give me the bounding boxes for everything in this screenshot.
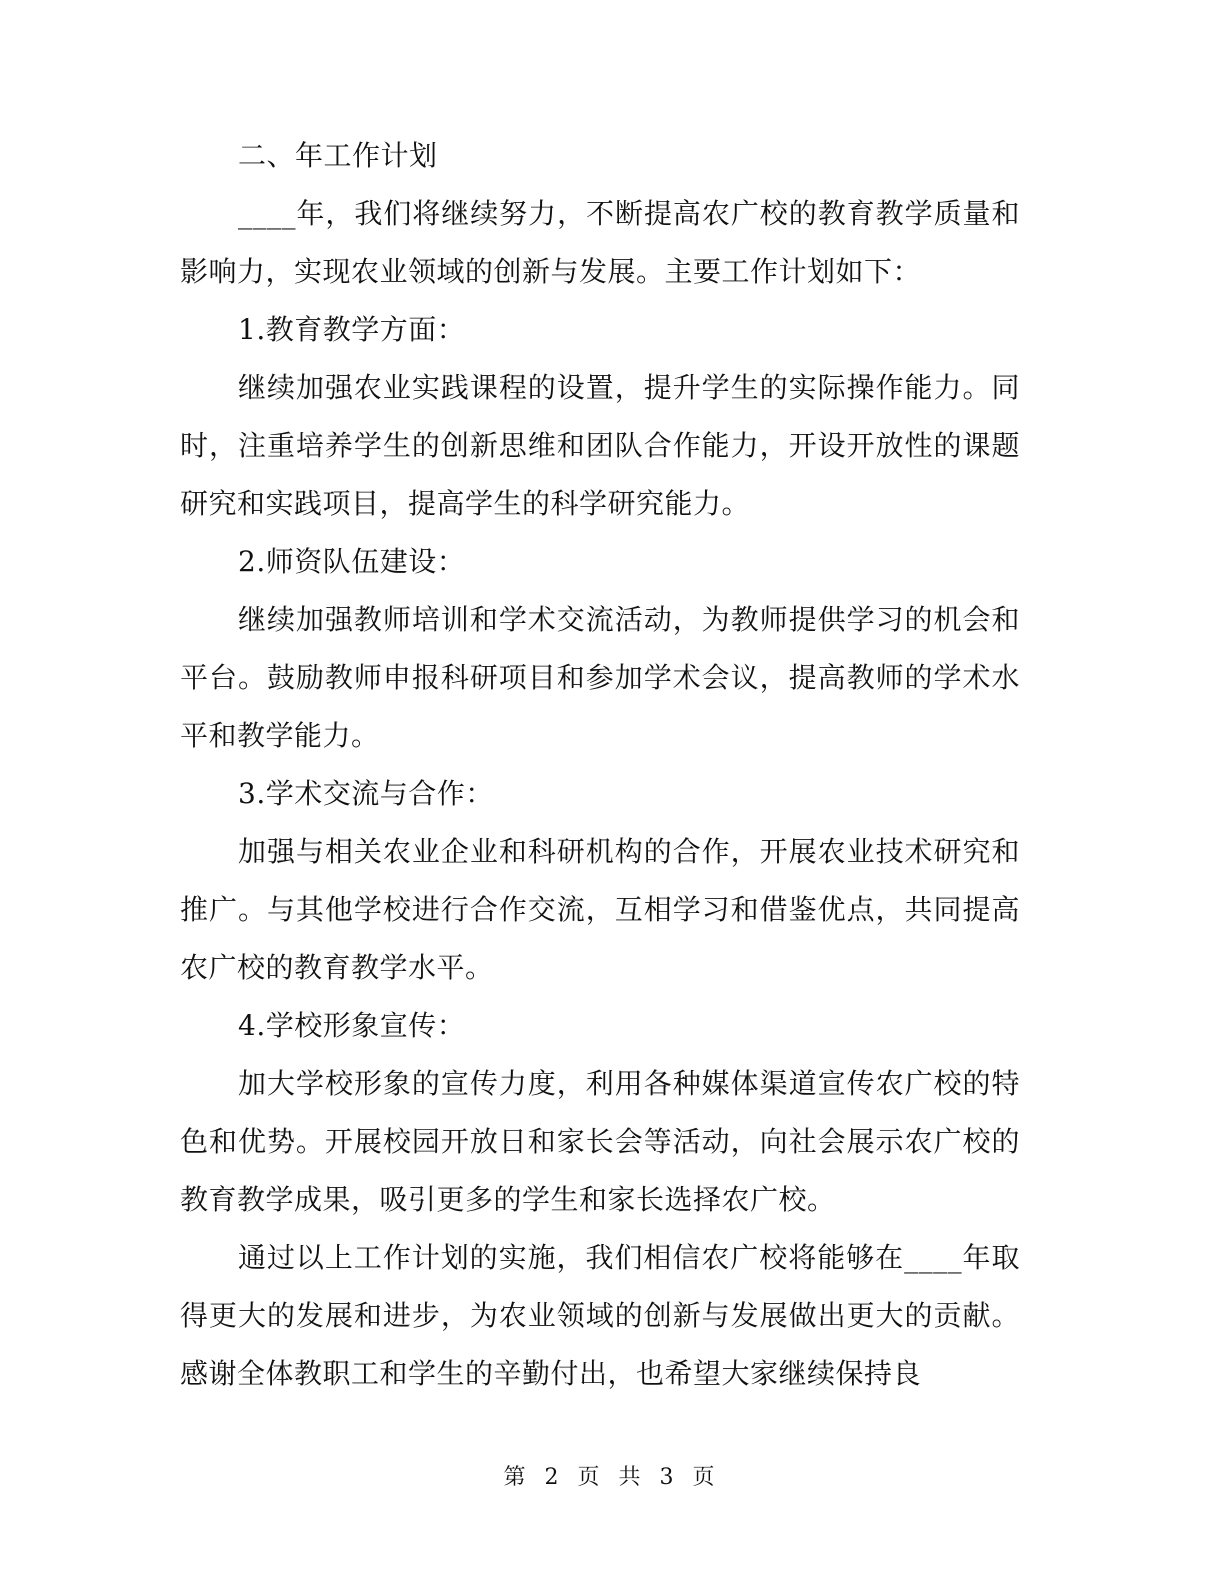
intro-paragraph: ____年，我们将继续努力，不断提高农广校的教育教学质量和影响力，实现农业领域的创新与发展。主要工作计划如下： [180,197,1020,288]
item-body-faculty: 继续加强教师培训和学术交流活动，为教师提供学习的机会和平台。鼓励教师申报科研项目和参加学术会议，提高教师的学术水平和教学能力。 [180,603,1020,752]
item-heading-publicity: 4.学校形象宣传： [238,1009,466,1042]
item-heading-faculty: 2.师资队伍建设： [238,545,466,578]
document-body [180,127,1020,1403]
closing-paragraph: 通过以上工作计划的实施，我们相信农广校将能够在____年取得更大的发展和进步，为农业领域的创新与发展做出更大的贡献。感谢全体教职工和学生的辛勤付出，也希望大家继续保持良 [180,1241,1020,1390]
item-body-exchange: 加强与相关农业企业和科研机构的合作，开展农业技术研究和推广。与其他学校进行合作交流，互相学习和借鉴优点，共同提高农广校的教育教学水平。 [180,835,1020,984]
item-heading-teaching: 1.教育教学方面： [238,313,466,346]
item-heading-exchange: 3.学术交流与合作： [238,777,494,810]
item-body-teaching: 继续加强农业实践课程的设置，提升学生的实际操作能力。同时，注重培养学生的创新思维和团队合作能力，开设开放性的课题研究和实践项目，提高学生的科学研究能力。 [180,371,1020,520]
page-footer: 第 2 页 共 3 页 [503,1465,721,1490]
item-body-publicity: 加大学校形象的宣传力度，利用各种媒体渠道宣传农广校的特色和优势。开展校园开放日和家长会等活动，向社会展示农广校的教育教学成果，吸引更多的学生和家长选择农广校。 [180,1067,1020,1216]
section-heading: 二、年工作计划 [238,139,438,172]
